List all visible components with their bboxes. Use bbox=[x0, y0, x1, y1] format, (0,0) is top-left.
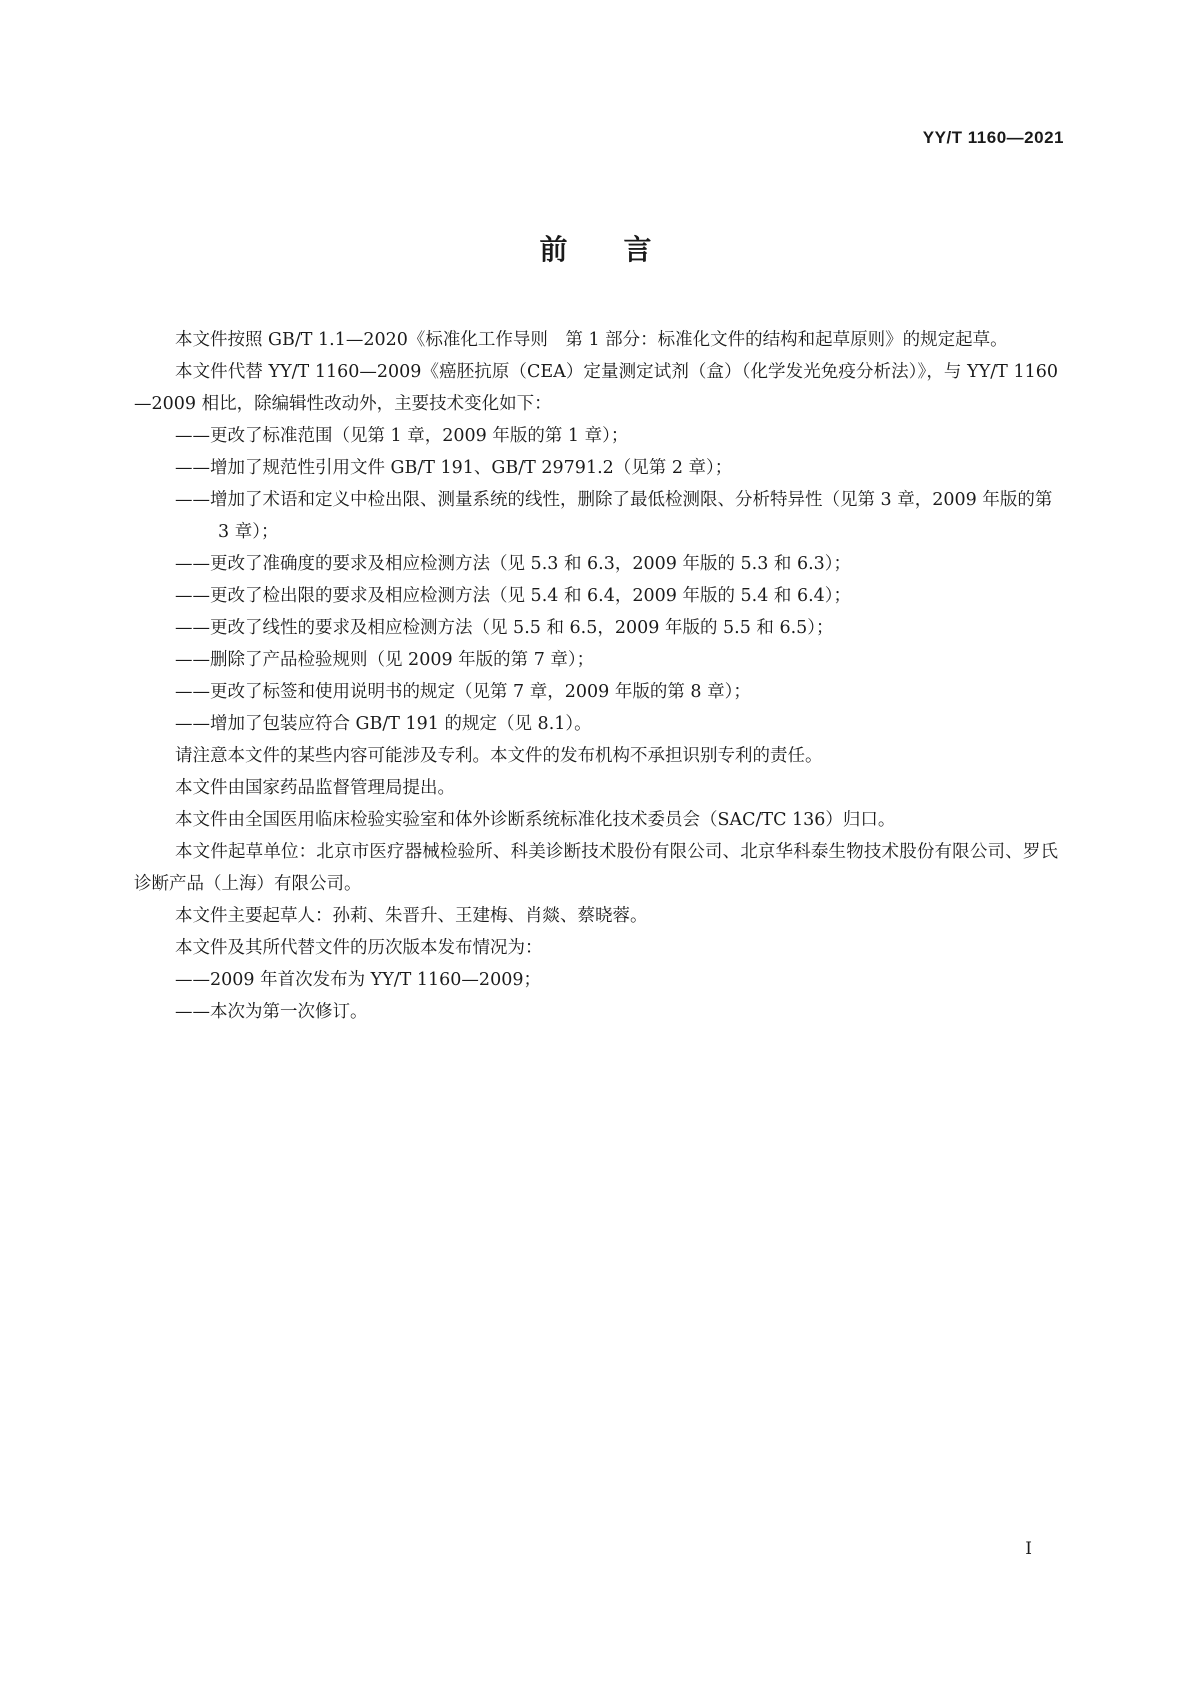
change-item: ——更改了线性的要求及相应检测方法（见 5.5 和 6.5，2009 年版的 5.5 和 6.5）； bbox=[175, 618, 834, 638]
paragraph-replacement: 本文件代替 YY/T 1160—2009《癌胚抗原（CEA）定量测定试剂（盒）（化学发光免疫分析法）》，与 YY/T 1160—2009 相比，除编辑性改动外，主要技术变化如下： bbox=[134, 362, 1058, 414]
change-item: ——删除了产品检验规则（见 2009 年版的第 7 章）； bbox=[175, 650, 595, 670]
history-item: ——本次为第一次修订。 bbox=[175, 1002, 368, 1022]
paragraph-proposer: 本文件由国家药品监督管理局提出。 bbox=[175, 778, 455, 798]
paragraph-committee: 本文件由全国医用临床检验实验室和体外诊断系统标准化技术委员会（SAC/TC 136）归口。 bbox=[175, 810, 896, 830]
page-title bbox=[0, 228, 1191, 268]
paragraph-patent-notice: 请注意本文件的某些内容可能涉及专利。本文件的发布机构不承担识别专利的责任。 bbox=[175, 746, 823, 766]
change-item: ——更改了准确度的要求及相应检测方法（见 5.3 和 6.3，2009 年版的 5.3 和 6.3）； bbox=[175, 554, 852, 574]
title-char-2: 言 bbox=[623, 233, 652, 266]
change-item: ——增加了包装应符合 GB/T 191 的规定（见 8.1）。 bbox=[175, 714, 592, 734]
change-item: ——增加了规范性引用文件 GB/T 191、GB/T 29791.2（见第 2 章）； bbox=[175, 458, 733, 478]
change-item: ——更改了标准范围（见第 1 章，2009 年版的第 1 章）； bbox=[175, 426, 629, 446]
history-item: ——2009 年首次发布为 YY/T 1160—2009； bbox=[175, 970, 541, 990]
change-item: ——增加了术语和定义中检出限、测量系统的线性，删除了最低检测限、分析特异性（见第 3 章，2009 年版的第 3 章）； bbox=[175, 490, 1053, 542]
title-char-1: 前 bbox=[539, 233, 568, 266]
paragraph-drafting-basis: 本文件按照 GB/T 1.1—2020《标准化工作导则 第 1 部分：标准化文件的结构和起草原则》的规定起草。 bbox=[175, 330, 1008, 350]
paragraph-drafting-units: 本文件起草单位：北京市医疗器械检验所、科美诊断技术股份有限公司、北京华科泰生物技术股份有限公司、罗氏诊断产品（上海）有限公司。 bbox=[134, 842, 1058, 894]
change-item: ——更改了标签和使用说明书的规定（见第 7 章，2009 年版的第 8 章）； bbox=[175, 682, 751, 702]
paragraph-history-intro: 本文件及其所代替文件的历次版本发布情况为： bbox=[175, 938, 543, 958]
paragraph-drafters: 本文件主要起草人：孙莉、朱晋升、王建梅、肖燚、蔡晓蓉。 bbox=[175, 906, 648, 926]
standard-number: YY/T 1160—2021 bbox=[922, 128, 1064, 147]
foreword-body bbox=[134, 324, 1058, 1028]
page-number: I bbox=[1025, 1539, 1032, 1559]
change-item: ——更改了检出限的要求及相应检测方法（见 5.4 和 6.4，2009 年版的 5.4 和 6.4）； bbox=[175, 586, 852, 606]
